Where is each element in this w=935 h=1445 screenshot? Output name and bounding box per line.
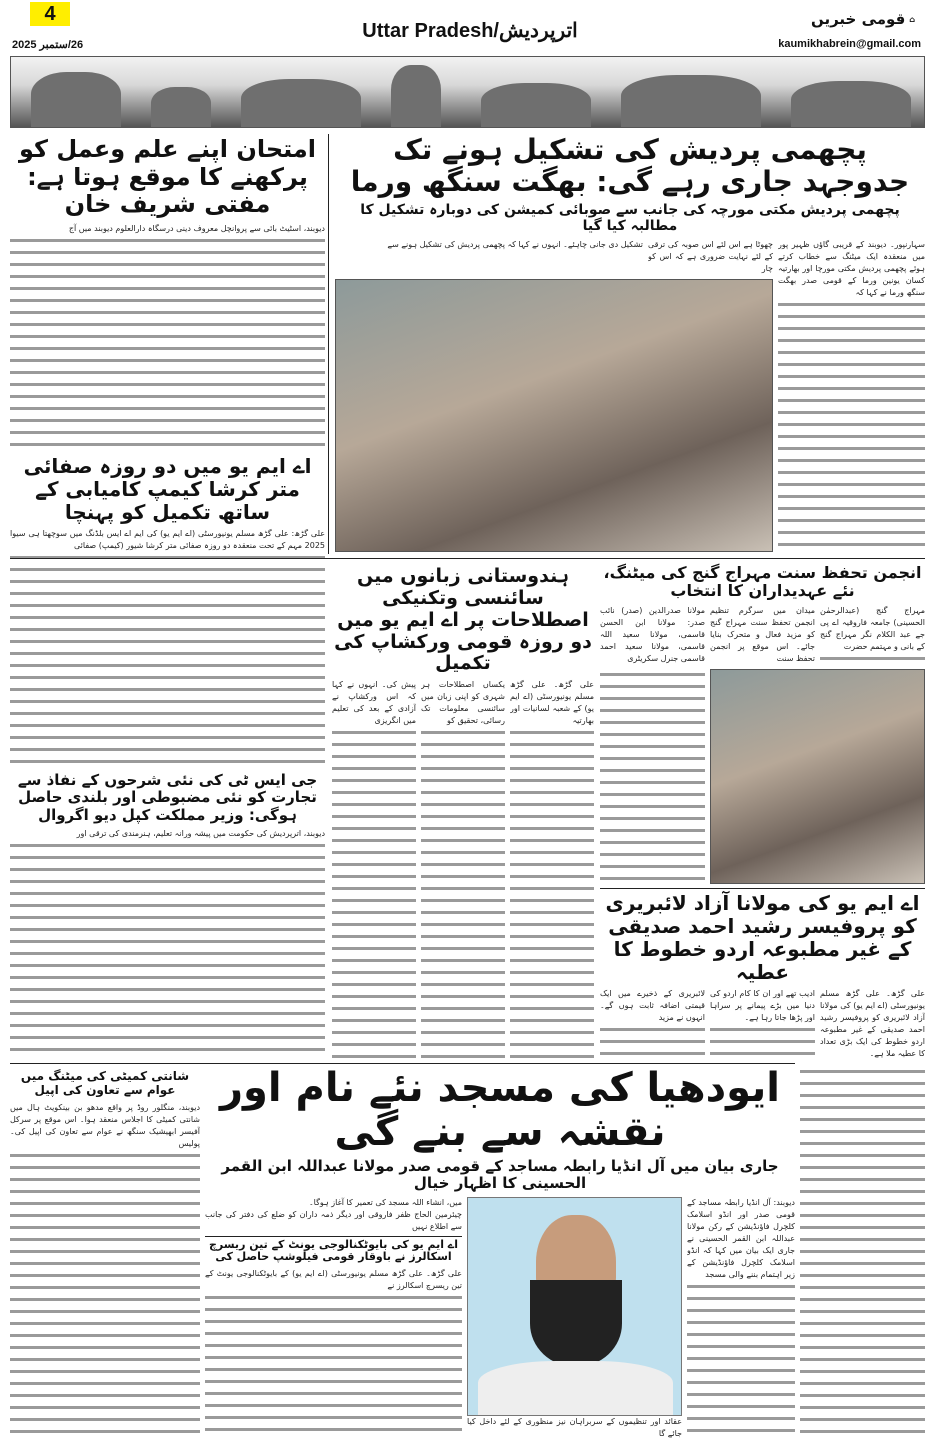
article-library-col2: ادیب تھے اور ان کا کام اردو کی دنیا میں بڑے پیمانے پر سراہا اور پڑھا جاتا رہا ہے۔ (710, 988, 815, 1060)
top-story-upper-cols (335, 239, 773, 275)
paper-name: قومی خبریں (810, 10, 906, 28)
article-workshop-col2: یکساں اصطلاحات ہر شہری کو اپنی زبان میں سائنسی معلومات تک رسائی، تحقیق کو (421, 679, 505, 1060)
article-paschim-col1: سہارنپور۔ دیوبند کے قریبی گاؤں ظہیر پور میں منعقدہ ایک میٹنگ سے خطاب کرتے ہوئے پچھمی پردیش مکتی مورچا اور بھارتیہ کسان یونین ورما کے قومی صدر بھگت سنگھ ورما نے کہا کہ (778, 239, 925, 552)
left-column (10, 136, 325, 1060)
portrait-photo (467, 1197, 682, 1417)
ayodhya-left-stack (205, 1197, 462, 1441)
logo-mark-icon: ⌂ (909, 14, 915, 24)
article-biotech-body: علی گڑھ۔ علی گڑھ مسلم یونیورسٹی (اے ایم یو) کے بایوٹکنالوجی یونٹ کے تین ریسرچ اسکالرز نے (205, 1268, 462, 1440)
article-library-cont (800, 1066, 925, 1440)
page-number: 4 (30, 2, 70, 26)
article-ayodhya-col2: چیئرمین الحاج ظفر فاروقی اور دیگر ذمہ داران کو ضلع کی دفتر کی جانب سے اطلاع نہیں (205, 1209, 462, 1231)
headline-peace-committee: شانتی کمیٹی کی میٹنگ میں عوام سے تعاون کی اپیل (20, 1069, 190, 1097)
contact-email[interactable]: kaumikhabrein@gmail.com (778, 38, 921, 50)
article-anjuman-col3: مولانا صدرالدین (صدر) نائب صدر: مولانا ابن الحسن قاسمی، مولانا سعید اللہ قاسمی، مولانا سعید احمد قاسمی جنرل سکریٹری (600, 605, 705, 663)
library-columns (600, 988, 925, 1060)
portrait-shirt (478, 1361, 673, 1415)
section-title: Uttar Pradesh/اترپردیش (362, 20, 578, 42)
article-gst (10, 772, 325, 1054)
ayodhya-story (205, 1066, 795, 1440)
anjuman-photo (710, 669, 925, 884)
section-divider (10, 558, 925, 559)
anjuman-photo-row (600, 669, 925, 884)
top-story-columns (335, 239, 925, 552)
headline-gst: جی ایس ٹی کی نئی شرحوں کے نفاذ سے تجارت کو نئی مضبوطی اور بلندی حاصل ہوگی: وزیر مملکت کپل دیو اگروال (17, 771, 318, 824)
monuments-banner-image (10, 56, 925, 128)
article-library-col1: علی گڑھ۔ علی گڑھ مسلم یونیورسٹی (اے ایم یو) کی مولانا آزاد لائبریری کو پروفیسر رشید احمد صدیقی کے غیر مطبوعہ اردو خطوط کی ایک بڑی تعداد کا عطیہ ملا ہے۔ (820, 989, 925, 1058)
workshop-columns (332, 679, 594, 1060)
article-amu-cleanliness-body: علی گڑھ: علی گڑھ مسلم یونیورسٹی (اے ایم یو) کی ایم اے ایس بلڈنگ میں سوچھتا ہی سیوا 2025 مہم کے تحت منعقدہ دو روزہ صفائی متر کرشا شیور (کیمپ) صفائی (10, 528, 325, 766)
article-paschim-col2: چھوٹا ہے اس لئے اس صوبہ کی ترقی کے لئے نہایت ضروری ہے کہ اس کو چار (648, 239, 773, 273)
subheadline-paschim-pradesh: پچھمی پردیش مکتی مورچہ کی جانب سے صوبائی کمیشن کی دوبارہ تشکیل کا مطالبہ کیا گیا (360, 202, 900, 235)
article-exam (10, 136, 325, 449)
ayodhya-columns (205, 1197, 795, 1441)
headline-library: اے ایم یو کی مولانا آزاد لائبریری کو پروفیسر رشید احمد صدیقی کے غیر مطبوعہ اردو خطوط کا عطیہ (600, 888, 925, 984)
top-story (335, 134, 925, 552)
headline-anjuman: انجمن تحفظ سنت مہراج گنج کی میٹنگ، نئے عہدیداران کا انتخاب (603, 563, 922, 601)
portrait-block (467, 1197, 682, 1441)
article-workshop-col3: پیش کی۔ انہوں نے کہا کہ اس ورکشاپ نے آزادی کے بعد کی تعلیم میں انگریزی (332, 679, 416, 1060)
article-exam-body: دیوبند، اسٹیٹ بائی سے پروانچل معروف دینی درسگاہ دارالعلوم دیوبند میں آج (10, 223, 325, 449)
headline-biotech-fellowship: اے ایم یو کی بایوٹکنالوجی یونٹ کے تین ریسرچ اسکالرز نے باوقار قومی فیلوشپ حاصل کی (205, 1236, 462, 1264)
photo-caption: عقائد اور تنظیموں کے سربراہان نیز منظوری کے لئے داخل کیا جائے گا (467, 1417, 682, 1438)
workshop-column (332, 566, 594, 1060)
issue-date: 26/ستمبر 2025 (12, 39, 84, 51)
headline-ayodhya-mosque: ایودھیا کی مسجد نئے نام اور نقشہ سے بنے گی (220, 1065, 780, 1155)
article-anjuman-col2: میدان میں سرگرم تنظیم انجمن تحفظ سنت مہراج گنج کو مزید فعال و متحرک بنایا جائے۔ اس موقع پر انجمن تحفظ سنت (710, 605, 815, 663)
top-story-left (335, 239, 773, 552)
anjuman-columns (600, 605, 925, 665)
headline-amu-cleanliness: اے ایم یو میں دو روزہ صفائی متر کرشا کیمپ کامیابی کے ساتھ تکمیل کو پہنچا (23, 453, 312, 524)
headline-paschim-pradesh: پچھمی پردیش کی تشکیل ہونے تک جدوجہد جاری رہے گی: بھگت سنگھ ورما (350, 133, 910, 199)
headline-languages-workshop: ہندوستانی زبانوں میں سائنسی وتکنیکی اصطلاحات پر اے ایم یو میں دو روزہ قومی ورکشاپ کی تکمیل (334, 565, 592, 675)
article-ayodhya-col1: دیوبند: آل انڈیا رابطہ مساجد کے قومی صدر اور انڈو اسلامک کلچرل فاؤنڈیشن کے رکن مولانا عبداللہ ابن القمر الحسینی نے جاری ایک بیان میں کہا کہ انڈو اسلامک کلچرل فاؤنڈیشن کے زیر اہتمام بننے والی مسجد (687, 1197, 795, 1441)
article-gst-body: دیوبند، اترپردیش کی حکومت میں پیشہ ورانہ تعلیم، ہنرمندی کی ترقی اور (10, 828, 325, 1054)
article-workshop-col1: علی گڑھ۔ علی گڑھ مسلم یونیورسٹی (اے ایم یو) کے شعبہ لسانیات اور بھارتیہ (510, 679, 594, 1060)
peace-committee-column (10, 1070, 200, 1440)
article-amu-cleanliness (10, 455, 325, 766)
article-paschim-col3: تشکیل دی جانی چاہئے۔ انہوں نے کہا کہ پچھمی پردیش کی تشکیل ہونے سے (387, 239, 643, 249)
meeting-photo (335, 279, 773, 552)
article-anjuman-col1: مہراج گنج (عبدالرحمٰن الحسینی) جامعہ فاروقیہ اے پی جے عبد الکلام نگر مہراج گنج کے بانی و مہتمم حضرت (820, 605, 925, 665)
article-peace-committee-body: دیوبند، منگلور روڈ پر واقع مدھو بن بینکویٹ ہال میں شانتی کمیٹی کا اجلاس منعقد ہوا۔ اس موقع پر سرکل آفیسر ابھیشیک سنگھ نے عوام سے تعاون کی اپیل کی۔ پولیس (10, 1102, 200, 1440)
headline-exam: امتحان اپنے علم وعمل کو پرکھنے کا موقع ہوتا ہے: مفتی شریف خان (18, 135, 317, 219)
article-anjuman-cont (600, 669, 705, 884)
article-ayodhya-col3: میں، انشاء اللہ مسجد کی تعمیر کا آغاز ہوگا۔ (308, 1197, 462, 1207)
portrait-beard (530, 1280, 622, 1367)
middle-right-column (600, 564, 925, 1060)
subheadline-ayodhya-mosque: جاری بیان میں آل انڈیا رابطہ مساجد کے قومی صدر مولانا عبداللہ ابن القمر الحسینی کا اظہار خیال (221, 1157, 779, 1193)
column-divider (328, 134, 329, 554)
paper-logo (811, 10, 915, 28)
section-divider (10, 1063, 795, 1064)
article-library-col3: لائبریری کے ذخیرے میں ایک قیمتی اضافہ ثابت ہوں گے۔ انہوں نے مزید (600, 988, 705, 1060)
